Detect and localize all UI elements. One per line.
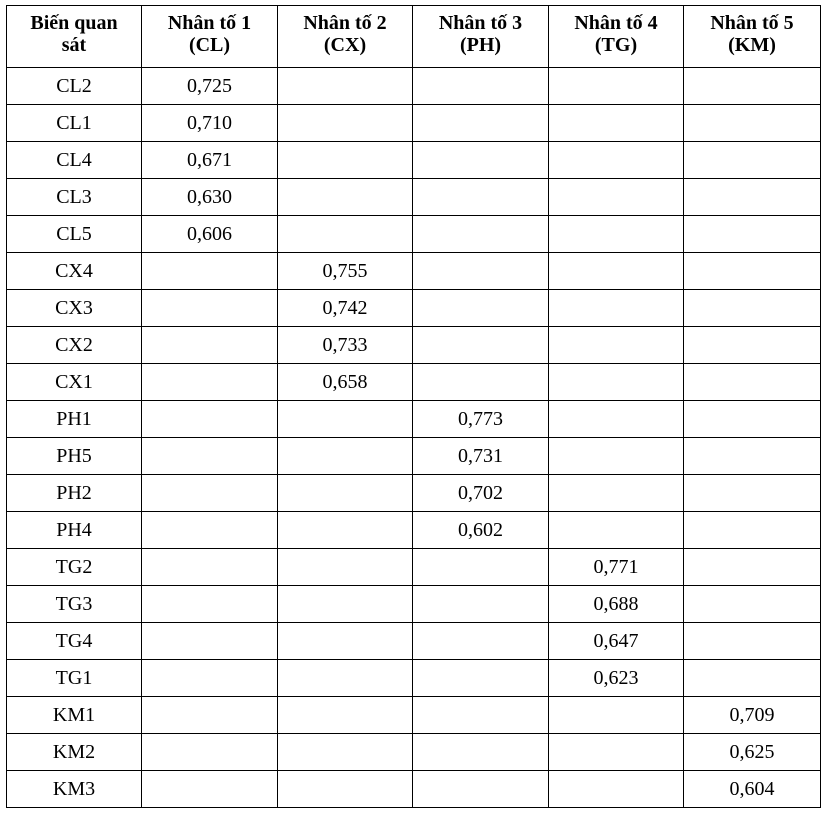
loading-cell: 0,771: [549, 549, 684, 586]
loading-cell: [142, 586, 278, 623]
variable-cell: TG1: [7, 660, 142, 697]
loading-cell: [684, 290, 821, 327]
table-row: [7, 179, 821, 216]
loading-cell: 0,688: [549, 586, 684, 623]
loading-cell: [142, 475, 278, 512]
loading-cell: [413, 179, 549, 216]
table-row: [7, 253, 821, 290]
loading-cell: 0,773: [413, 401, 549, 438]
loading-cell: [684, 68, 821, 105]
header-line: (KM): [728, 34, 776, 56]
loading-cell: 0,709: [684, 697, 821, 734]
loading-cell: 0,671: [142, 142, 278, 179]
table-row: [7, 771, 821, 808]
header-observed-variable: [7, 6, 142, 68]
loading-cell: [684, 438, 821, 475]
loading-cell: [278, 105, 413, 142]
loading-cell: [549, 734, 684, 771]
variable-cell: PH2: [7, 475, 142, 512]
variable-cell: CL4: [7, 142, 142, 179]
loading-cell: [142, 512, 278, 549]
header-line: Nhân tố 2: [303, 12, 387, 34]
table-row: [7, 364, 821, 401]
variable-cell: CL3: [7, 179, 142, 216]
loading-cell: [684, 105, 821, 142]
loading-cell: [413, 105, 549, 142]
loading-cell: [142, 771, 278, 808]
variable-cell: CL2: [7, 68, 142, 105]
loading-cell: 0,625: [684, 734, 821, 771]
header-line: Nhân tố 4: [574, 12, 658, 34]
loading-cell: 0,733: [278, 327, 413, 364]
table-row: [7, 142, 821, 179]
header-line: Nhân tố 1: [167, 12, 252, 34]
loading-cell: [684, 179, 821, 216]
header-line: (PH): [459, 34, 502, 56]
loading-cell: 0,725: [142, 68, 278, 105]
loading-cell: [142, 327, 278, 364]
table-row: [7, 475, 821, 512]
loading-cell: [278, 179, 413, 216]
variable-cell: CX1: [7, 364, 142, 401]
header-factor-4: [549, 6, 684, 68]
loading-cell: [684, 401, 821, 438]
loading-cell: [684, 660, 821, 697]
variable-cell: PH4: [7, 512, 142, 549]
variable-cell: CX3: [7, 290, 142, 327]
variable-cell: CL1: [7, 105, 142, 142]
loading-cell: [413, 771, 549, 808]
loading-cell: 0,647: [549, 623, 684, 660]
variable-cell: TG4: [7, 623, 142, 660]
loading-cell: [278, 771, 413, 808]
table-row: [7, 623, 821, 660]
loading-cell: 0,702: [413, 475, 549, 512]
loading-cell: [278, 401, 413, 438]
loading-cell: [684, 475, 821, 512]
loading-cell: [278, 438, 413, 475]
loading-cell: 0,755: [278, 253, 413, 290]
variable-cell: TG3: [7, 586, 142, 623]
loading-cell: [549, 216, 684, 253]
loading-cell: [684, 364, 821, 401]
table-header: [7, 6, 821, 68]
loading-cell: [684, 512, 821, 549]
loading-cell: [278, 623, 413, 660]
loading-cell: [413, 697, 549, 734]
loading-cell: [278, 697, 413, 734]
loading-cell: [684, 549, 821, 586]
header-line: Nhân tố 5: [710, 12, 794, 34]
loading-cell: [549, 105, 684, 142]
variable-cell: CL5: [7, 216, 142, 253]
loading-cell: [413, 660, 549, 697]
loading-cell: 0,630: [142, 179, 278, 216]
table-row: [7, 438, 821, 475]
loading-cell: [413, 734, 549, 771]
loading-cell: [142, 660, 278, 697]
loading-cell: [684, 253, 821, 290]
loading-cell: 0,742: [278, 290, 413, 327]
loading-cell: [278, 734, 413, 771]
header-factor-5: [684, 6, 821, 68]
loading-cell: [684, 216, 821, 253]
loading-cell: [413, 623, 549, 660]
loading-cell: [549, 253, 684, 290]
table-row: [7, 68, 821, 105]
loading-cell: [549, 771, 684, 808]
header-line: (CX): [323, 34, 367, 56]
loading-cell: [278, 549, 413, 586]
loading-cell: [413, 142, 549, 179]
table-body: [7, 68, 821, 808]
loading-cell: [549, 68, 684, 105]
table-row: [7, 660, 821, 697]
loading-cell: [549, 290, 684, 327]
table-row: [7, 216, 821, 253]
loading-cell: [142, 364, 278, 401]
loading-cell: [684, 623, 821, 660]
loading-cell: [413, 216, 549, 253]
loading-cell: [413, 586, 549, 623]
header-line: (TG): [594, 34, 638, 56]
loading-cell: [684, 586, 821, 623]
loading-cell: [278, 586, 413, 623]
loading-cell: [142, 734, 278, 771]
loading-cell: [142, 401, 278, 438]
table-row: [7, 290, 821, 327]
loading-cell: [549, 179, 684, 216]
loading-cell: [549, 401, 684, 438]
loading-cell: [278, 475, 413, 512]
loading-cell: [278, 216, 413, 253]
loading-cell: [549, 697, 684, 734]
loading-cell: [142, 549, 278, 586]
factor-loading-table: [6, 5, 821, 808]
header-row: [7, 6, 821, 68]
table-row: [7, 401, 821, 438]
loading-cell: 0,602: [413, 512, 549, 549]
header-line: Nhân tố 3: [438, 12, 523, 34]
loading-cell: [413, 253, 549, 290]
loading-cell: 0,731: [413, 438, 549, 475]
table-row: [7, 549, 821, 586]
loading-cell: [413, 549, 549, 586]
loading-cell: [549, 327, 684, 364]
loading-cell: [278, 142, 413, 179]
loading-cell: [413, 327, 549, 364]
loading-cell: [278, 68, 413, 105]
loading-cell: [142, 697, 278, 734]
loading-cell: 0,710: [142, 105, 278, 142]
loading-cell: [413, 364, 549, 401]
table-row: [7, 327, 821, 364]
header-factor-1: [142, 6, 278, 68]
loading-cell: [413, 68, 549, 105]
table-row: [7, 697, 821, 734]
loading-cell: [142, 290, 278, 327]
header-line: Biến quan: [30, 12, 118, 34]
header-factor-3: [413, 6, 549, 68]
loading-cell: [278, 660, 413, 697]
variable-cell: CX4: [7, 253, 142, 290]
loading-cell: [549, 475, 684, 512]
loading-cell: [684, 142, 821, 179]
loading-cell: [142, 438, 278, 475]
variable-cell: PH5: [7, 438, 142, 475]
variable-cell: TG2: [7, 549, 142, 586]
table-row: [7, 105, 821, 142]
header-line: (CL): [188, 34, 231, 56]
loading-cell: [142, 623, 278, 660]
loading-cell: [684, 327, 821, 364]
table-row: [7, 734, 821, 771]
loading-cell: 0,658: [278, 364, 413, 401]
variable-cell: PH1: [7, 401, 142, 438]
header-line: sát: [61, 34, 87, 56]
loading-cell: 0,606: [142, 216, 278, 253]
loading-cell: [549, 364, 684, 401]
table-row: [7, 586, 821, 623]
header-factor-2: [278, 6, 413, 68]
loading-cell: 0,604: [684, 771, 821, 808]
variable-cell: KM1: [7, 697, 142, 734]
table-row: [7, 512, 821, 549]
loading-cell: 0,623: [549, 660, 684, 697]
loading-cell: [142, 253, 278, 290]
loading-cell: [549, 438, 684, 475]
variable-cell: CX2: [7, 327, 142, 364]
loading-cell: [549, 142, 684, 179]
loading-cell: [413, 290, 549, 327]
variable-cell: KM2: [7, 734, 142, 771]
loading-cell: [549, 512, 684, 549]
variable-cell: KM3: [7, 771, 142, 808]
loading-cell: [278, 512, 413, 549]
